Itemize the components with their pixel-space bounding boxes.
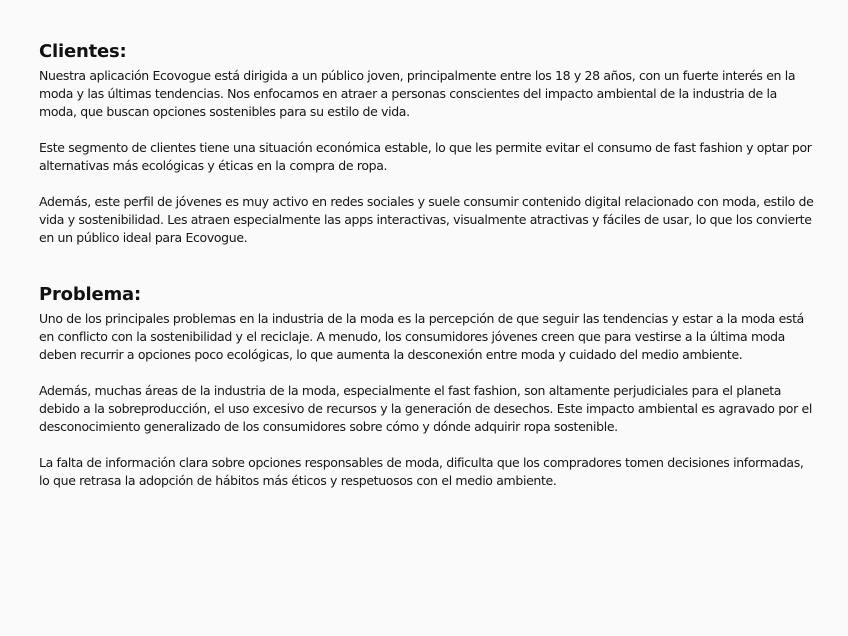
problem-paragraph-3: La falta de información clara sobre opciones responsables de moda, dificulta que los compradores tomen decisiones informadas, lo que retrasa la adopción de hábitos más éticos y respetuosos con el medio ambiente. xyxy=(39,455,804,488)
clients-heading: Clientes: xyxy=(39,41,127,62)
clients-paragraph-3: Además, este perfil de jóvenes es muy activo en redes sociales y suele consumir contenido digital relacionado con moda, estilo de vida y sostenibilidad. Les atraen especialmente las apps interactivas, visualmente atractivas y fáciles de usar, lo que los convierte en un público ideal para Ecovogue. xyxy=(39,194,814,245)
clients-paragraph-2: Este segmento de clientes tiene una situación económica estable, lo que les permite evitar el consumo de fast fashion y optar por alternativas más ecológicas y éticas en la compra de ropa. xyxy=(39,140,812,173)
problem-paragraph-2: Además, muchas áreas de la industria de la moda, especialmente el fast fashion, son altamente perjudiciales para el planeta debido a la sobreproducción, el uso excesivo de recursos y la generación de desechos. Este impacto ambiental es agravado por el desconocimiento generalizado de los consumidores sobre cómo y dónde adquirir ropa sostenible. xyxy=(39,383,812,434)
problem-section xyxy=(39,283,814,508)
clients-section xyxy=(39,40,814,265)
problem-paragraph-1: Uno de los principales problemas en la industria de la moda es la percepción de que seguir las tendencias y estar a la moda está en conflicto con la sostenibilidad y el reciclaje. A menudo, los consumidores jóvenes creen que para vestirse a la última moda deben recurrir a opciones poco ecológicas, lo que aumenta la desconexión entre moda y cuidado del medio ambiente. xyxy=(39,311,804,362)
clients-paragraph-1: Nuestra aplicación Ecovogue está dirigida a un público joven, principalmente entre los 18 y 28 años, con un fuerte interés en la moda y las últimas tendencias. Nos enfocamos en atraer a personas conscientes del impacto ambiental de la industria de la moda, que buscan opciones sostenibles para su estilo de vida. xyxy=(39,68,796,119)
problem-heading: Problema: xyxy=(39,284,141,305)
